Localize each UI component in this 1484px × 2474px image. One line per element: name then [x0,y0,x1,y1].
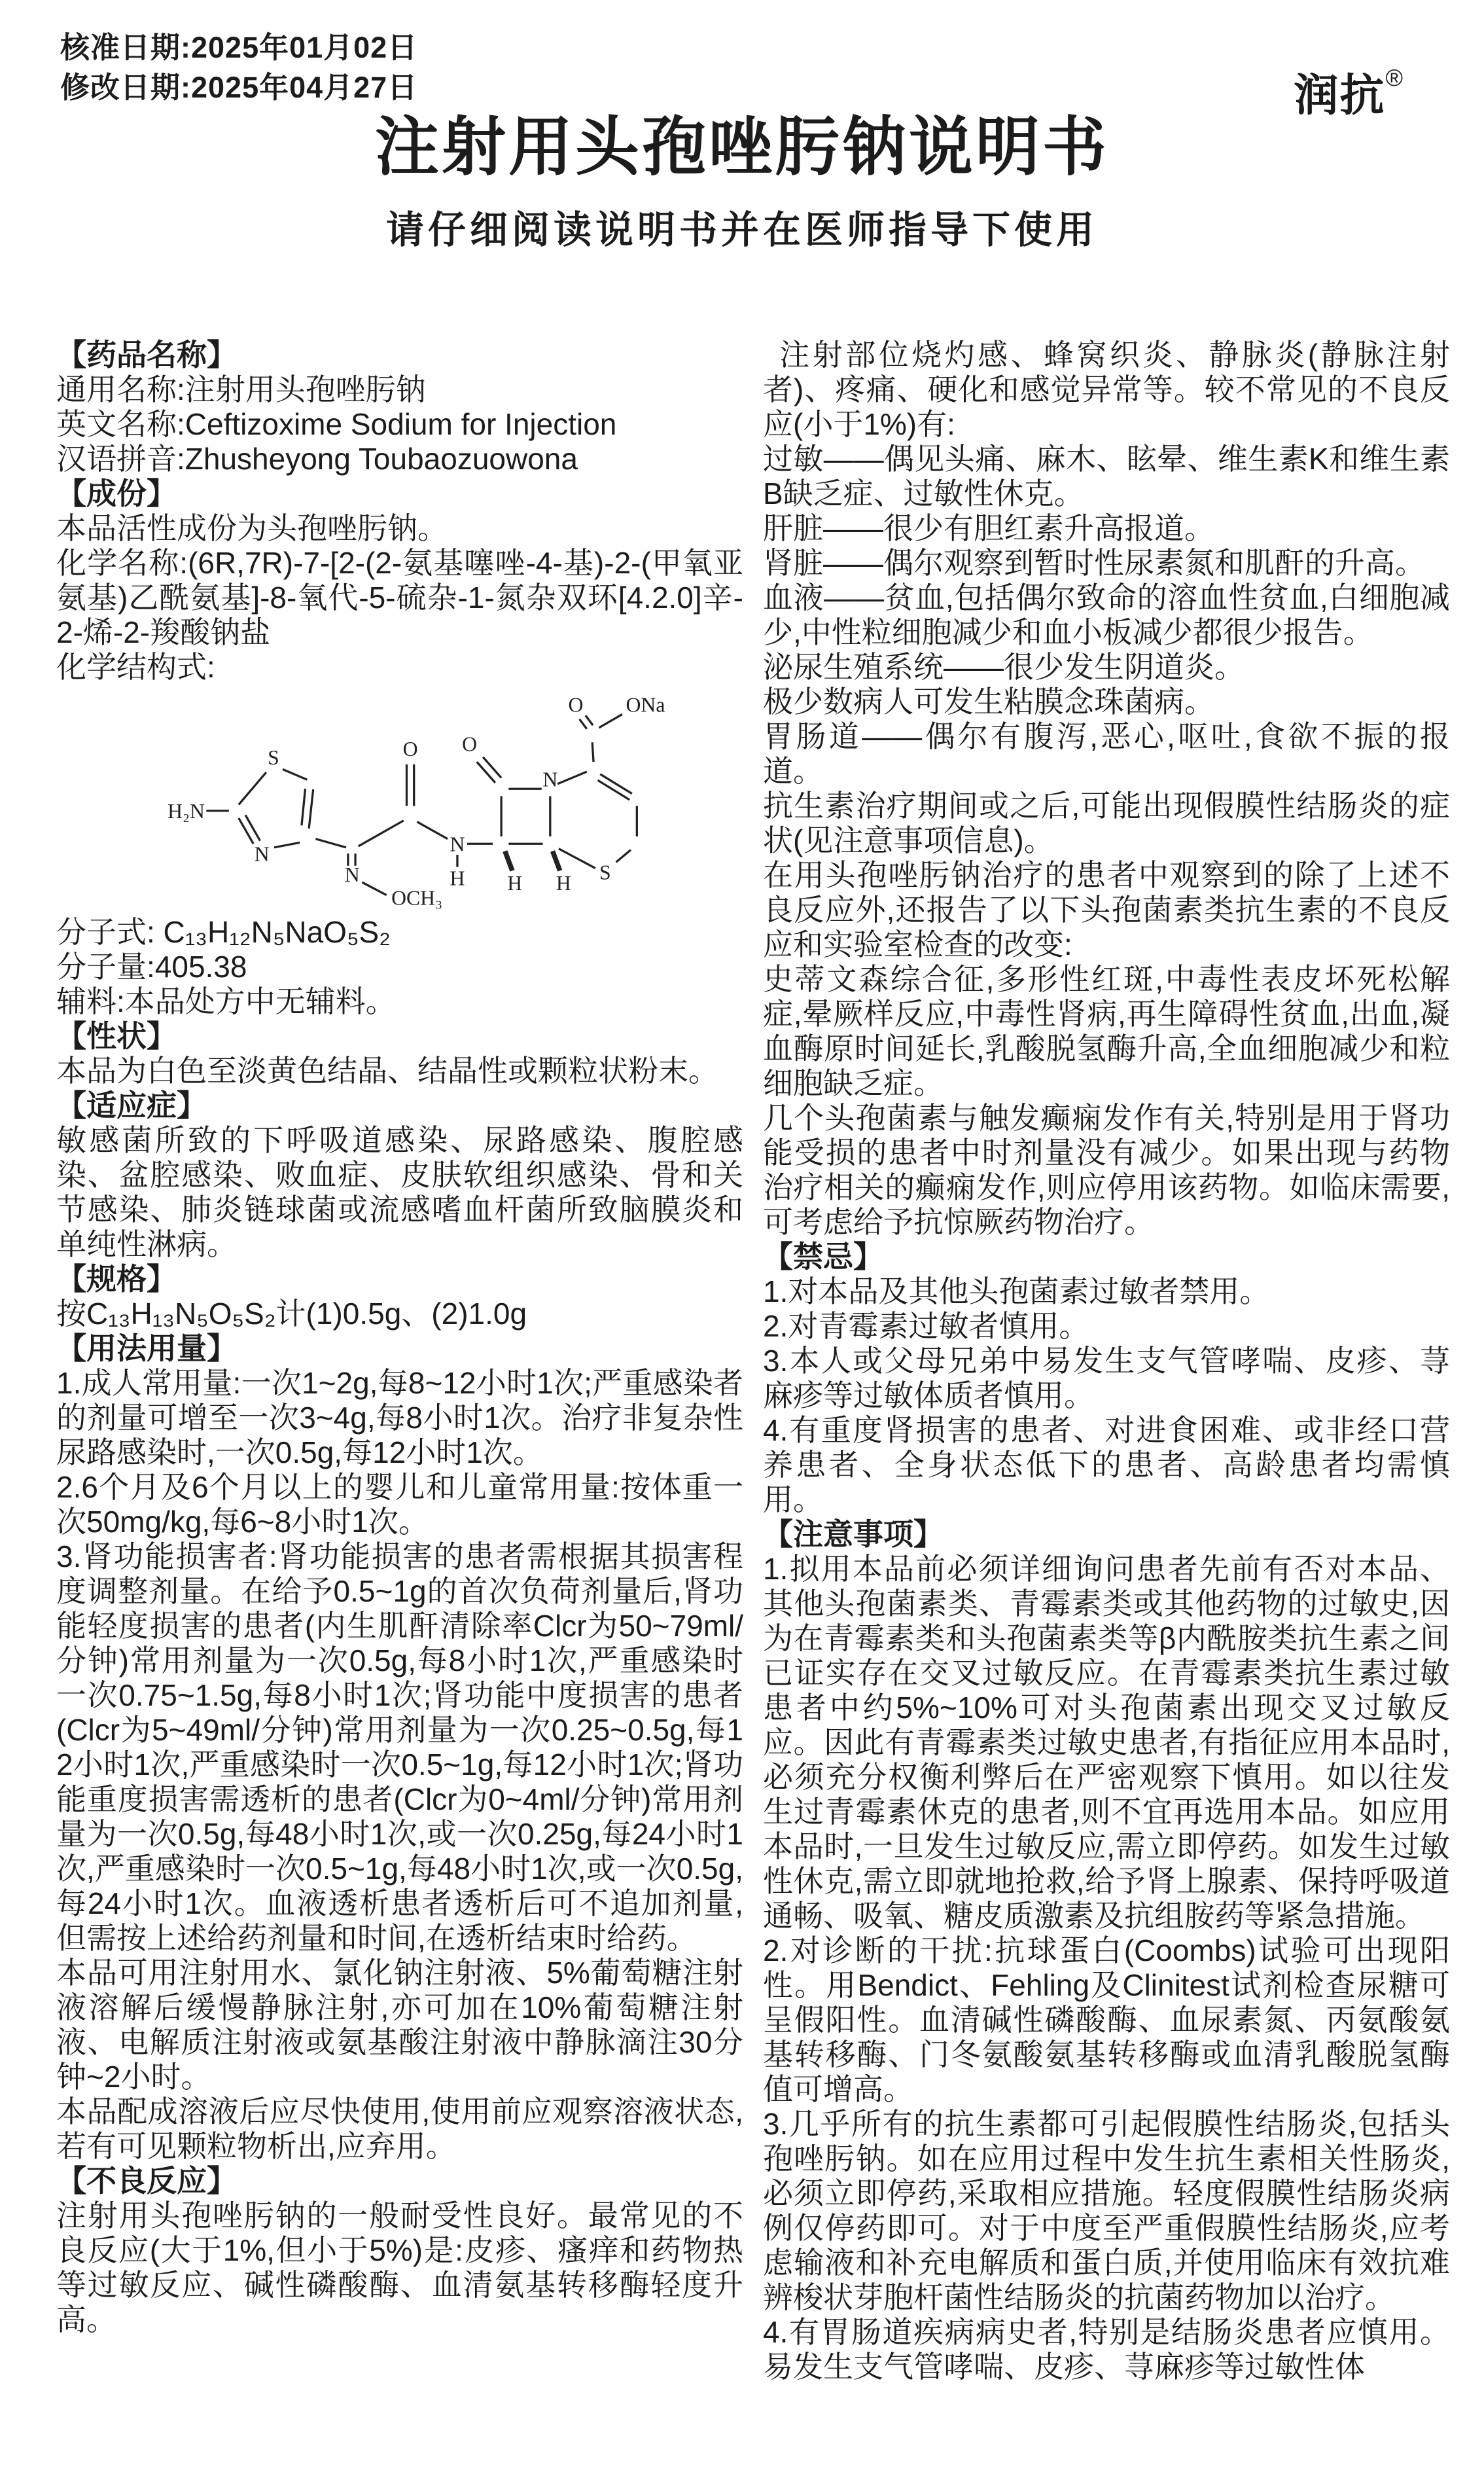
atom-label-thiazole-n: N [254,842,270,866]
paragraph: 极少数病人可发生粘膜念珠菌病。 [763,685,1214,719]
paragraph: 汉语拼音:Zhusheyong Toubaozuowona [56,442,578,476]
atom-label-ring-s: S [599,861,611,884]
atom-label-carboxyl-o: O [568,693,584,717]
paragraph: 3.肾功能损害者:肾功能损害的患者需根据其损害程度调整剂量。在给予0.5~1g的首次负荷剂量后,肾功能轻度损害的患者(内生肌酐清除率Clcr为50~79ml/分钟)常用剂量为一次0.5g,每8小时1次,严重感染时一次0.75~1.5g,每8小时1次;肾功能中度损害的患者(Clcr为5~49ml/分钟)常用剂量为一次0.25~0.5g,每12小时1次,严重感染时一次0.5~1g,每12小时1次;肾功能重度损害需透析的患者(Clcr为0~4ml/分钟)常用剂量为一次0.5g,每48小时1次,或一次0.25g,每24小时1次,严重感染时一次0.5~1g,每48小时1次,或一次0.5g,每24小时1次。血液透析患者透析后可不追加剂量,但需按上述给药剂量和时间,在透析结束时给药。 [56,1539,743,1955]
paragraph: 肝脏——很少有胆红素升高报道。 [763,511,1214,545]
paragraph: 在用头孢唑肟钠治疗的患者中观察到的除了上述不良反应外,还报告了以下头孢菌素类抗生素的不良反应和实验室检查的改变: [763,858,1450,961]
paragraph: 1.成人常用量:一次1~2g,每8~12小时1次;严重感染者的剂量可增至一次3~4g,每8小时1次。治疗非复杂性尿路感染时,一次0.5g,每12小时1次。 [56,1366,743,1469]
paragraph: 英文名称:Ceftizoxime Sodium for Injection [56,407,617,441]
section-heading: 【规格】 [56,1262,177,1296]
paragraph: 注射部位烧灼感、蜂窝织炎、静脉炎(静脉注射者)、疼痛、硬化和感觉异常等。较不常见的不良反应(小于1%)有: [763,338,1450,441]
section-heading: 【不良反应】 [56,2164,237,2198]
paragraph: 肾脏——偶尔观察到暂时性尿素氮和肌酐的升高。 [763,546,1425,580]
paragraph: 化学名称:(6R,7R)-7-[2-(2-氨基噻唑-4-基)-2-(甲氧亚氨基)乙酰氨基]-8-氧代-5-硫杂-1-氮杂双环[4.2.0]辛-2-烯-2-羧酸钠盐 [56,546,743,649]
atom-label-ring-n: N [542,768,558,791]
atom-label-methoxy: OCH₃ [391,886,443,910]
atom-label-amide-n: N [450,833,465,856]
paragraph: 分子量:405.38 [56,950,247,984]
section-heading: 【成份】 [56,476,177,511]
paragraph: 4.有重度肾损害的患者、对进食困难、或非经口营养患者、全身状态低下的患者、高龄患者均需慎用。 [763,1413,1450,1516]
atom-label-amine: H₂N [168,800,205,823]
chemical-structure-svg [135,690,724,910]
paragraph: 2.对诊断的干扰:抗球蛋白(Coombs)试验可出现阳性。用Bendict、Fehling及Clinitest试剂检查尿糖可呈假阳性。血清碱性磷酸酶、血尿素氮、丙氨酸氨基转移酶、门冬氨酸氨基转移酶或血清乳酸脱氢酶值可增高。 [763,1933,1450,2106]
paragraph: 2.6个月及6个月以上的婴儿和儿童常用量:按体重一次50mg/kg,每6~8小时1次。 [56,1470,743,1539]
paragraph: 抗生素治疗期间或之后,可能出现假膜性结肠炎的症状(见注意事项信息)。 [763,789,1450,857]
approval-date: 核准日期:2025年01月02日 [60,31,418,64]
paragraph: 几个头孢菌素与触发癫痫发作有关,特别是用于肾功能受损的患者中时剂量没有减少。如果出现与药物治疗相关的癫痫发作,则应停用该药物。如临床需要,可考虑给予抗惊厥药物治疗。 [763,1101,1450,1239]
section-heading: 【注意事项】 [763,1517,944,1551]
paragraph: 本品活性成份为头孢唑肟钠。 [56,511,448,545]
paragraph: 本品可用注射用水、氯化钠注射液、5%葡萄糖注射液溶解后缓慢静脉注射,亦可加在10%葡萄糖注射液、电解质注射液或氨基酸注射液中静脉滴注30分钟~2小时。 [56,1956,743,2094]
paragraph: 按C₁₃H₁₃N₅O₅S₂计(1)0.5g、(2)1.0g [56,1297,527,1331]
section-heading: 【适应症】 [56,1088,207,1122]
paragraph: 3.本人或父母兄弟中易发生支气管哮喘、皮疹、荨麻疹等过敏体质者慎用。 [763,1344,1450,1412]
atom-label-stereo-h1: H [507,872,523,895]
atom-label-amide-h: H [450,867,465,890]
paragraph: 4.有胃肠道疾病病史者,特别是结肠炎患者应慎用。易发生支气管哮喘、皮疹、荨麻疹等过敏性体 [763,2315,1450,2384]
registered-trademark-symbol: ® [1385,64,1404,92]
paragraph: 分子式: C₁₃H₁₂N₅NaO₅S₂ [56,915,391,949]
chemical-structure-diagram [135,690,724,910]
paragraph: 胃肠道——偶尔有腹泻,恶心,呕吐,食欲不振的报道。 [763,719,1450,788]
paragraph: 敏感菌所致的下呼吸道感染、尿路感染、腹腔感染、盆腔感染、败血症、皮肤软组织感染、骨和关节感染、肺炎链球菌或流感嗜血杆菌所致脑膜炎和单纯性淋病。 [56,1123,743,1261]
atom-label-thiazole-s: S [268,745,279,769]
paragraph: 史蒂文森综合征,多形性红斑,中毒性表皮坏死松解症,晕厥样反应,中毒性肾病,再生障碍性贫血,出血,凝血酶原时间延长,乳酸脱氢酶升高,全血细胞减少和粒细胞缺乏症。 [763,962,1450,1100]
section-heading: 【禁忌】 [763,1240,883,1274]
left-column [56,338,743,2337]
paragraph: 通用名称:注射用头孢唑肟钠 [56,372,426,406]
paragraph: 过敏——偶见头痛、麻木、眩晕、维生素K和维生素B缺乏症、过敏性休克。 [763,442,1450,511]
page-subtitle: 请仔细阅读说明书并在医师指导下使用 [385,209,1098,251]
atom-label-lactam-o: O [462,732,478,756]
section-heading: 【药品名称】 [56,338,237,372]
atom-label-acyl-o: O [402,737,418,761]
paragraph: 本品为白色至淡黄色结晶、结晶性或颗粒状粉末。 [56,1054,718,1088]
paragraph: 2.对青霉素过敏者慎用。 [763,1309,1089,1343]
paragraph: 血液——贫血,包括偶尔致命的溶血性贫血,白细胞减少,中性粒细胞减少和血小板减少都很少报告。 [763,581,1450,649]
section-heading: 【用法用量】 [56,1331,237,1365]
paragraph: 3.几乎所有的抗生素都可引起假膜性结肠炎,包括头孢唑肟钠。如在应用过程中发生抗生素相关性肠炎,必须立即停药,采取相应措施。轻度假膜性结肠炎病例仅停药即可。对于中度至严重假膜性结肠炎,应考虑输液和补充电解质和蛋白质,并使用临床有效抗难辨梭状芽胞杆菌性结肠炎的抗菌药物加以治疗。 [763,2107,1450,2314]
paragraph: 辅料:本品处方中无辅料。 [56,984,396,1018]
paragraph: 注射用头孢唑肟钠的一般耐受性良好。最常见的不良反应(大于1%,但小于5%)是:皮疹、瘙痒和药物热等过敏反应、碱性磷酸酶、血清氨基转移酶轻度升高。 [56,2198,743,2337]
paragraph: 1.对本品及其他头孢菌素过敏者禁用。 [763,1274,1270,1308]
paragraph: 泌尿生殖系统——很少发生阴道炎。 [763,650,1245,684]
page-title: 注射用头孢唑肟钠说明书 [374,111,1109,183]
atom-label-stereo-h2: H [556,872,571,895]
atom-label-carboxyl-ona: ONa [626,693,665,717]
paragraph: 化学结构式: [56,650,215,684]
atom-label-oxime-n: N [344,863,360,887]
paragraph: 1.拟用本品前必须详细询问患者先前有否对本品、其他头孢菌素类、青霉素类或其他药物的过敏史,因为在青霉素类和头孢菌素类等β内酰胺类抗生素之间已证实存在交叉过敏反应。在青霉素类抗生素过敏患者中约5%~10%可对头孢菌素出现交叉过敏反应。因此有青霉素类过敏史患者,有指征应用本品时,必须充分权衡利弊后在严密观察下慎用。如以往发生过青霉素休克的患者,则不宜再选用本品。如应用本品时,一旦发生过敏反应,需立即停药。如发生过敏性休克,需立即就地抢救,给予肾上腺素、保持呼吸道通畅、吸氧、糖皮质激素及抗组胺药等紧急措施。 [763,1552,1450,1933]
brand-name: 润抗 [1294,71,1386,120]
section-heading: 【性状】 [56,1019,177,1053]
paragraph: 本品配成溶液后应尽快使用,使用前应观察溶液状态,若有可见颗粒物析出,应弃用。 [56,2094,743,2163]
right-column [763,338,1450,2384]
revision-date: 修改日期:2025年04月27日 [60,71,418,104]
